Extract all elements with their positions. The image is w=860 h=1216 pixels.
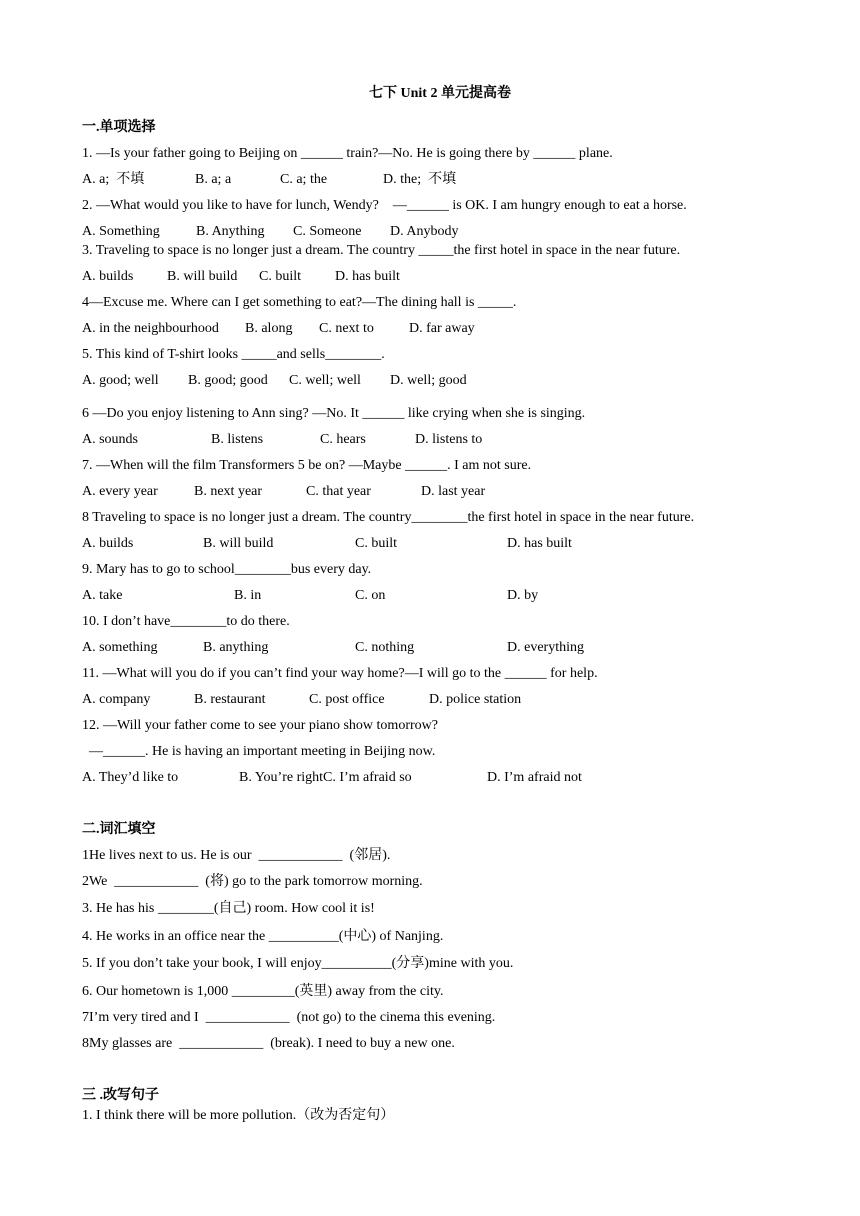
question-6-stem: 6 —Do you enjoy listening to Ann sing? —No. It ______ like crying when she is singing. [82,406,586,421]
question-3-option-d: D. has built [335,269,400,284]
question-6-option-d: D. listens to [415,432,483,447]
question-3-option-c: C. built [259,269,302,284]
question-5-option-a: A. good; well [82,373,159,388]
question-6-option-a: A. sounds [82,432,139,447]
vocab-item-4: 4. He works in an office near the __________(中心) of Nanjing. [82,929,444,944]
question-5-option-c: C. well; well [289,373,361,388]
section-2-heading: 二.词汇填空 [82,822,156,837]
vocab-item-7: 7I’m very tired and I ____________ (not go) to the cinema this evening. [82,1010,496,1025]
section-3-heading: 三 .改写句子 [82,1088,159,1103]
vocab-item-3: 3. He has his ________(自己) room. How cool it is! [82,901,375,916]
question-11-option-b: B. restaurant [194,692,266,707]
question-12-stem-reply: —______. He is having an important meeting in Beijing now. [82,744,436,759]
question-7-option-a: A. every year [82,484,158,499]
question-3-option-b: B. will build [167,269,238,284]
question-8-option-a: A. builds [82,536,134,551]
vocab-item-1: 1He lives next to us. He is our ____________ (邻居). [82,848,391,863]
question-5-option-b: B. good; good [188,373,268,388]
question-9-stem: 9. Mary has to go to school________bus every day. [82,562,372,577]
question-9-option-c: C. on [355,588,386,603]
question-6-option-b: B. listens [211,432,264,447]
question-12-option-a: A. They’d like to [82,770,179,785]
question-8-option-c: C. built [355,536,398,551]
question-10-option-d: D. everything [507,640,584,655]
question-3-stem: 3. Traveling to space is no longer just a dream. The country _____the first hotel in space in the near future. [82,243,681,258]
question-3-option-a: A. builds [82,269,134,284]
question-10-option-b: B. anything [203,640,269,655]
document-title: 七下 Unit 2 单元提高卷 [369,86,511,101]
question-8-stem: 8 Traveling to space is no longer just a dream. The country________the first hotel in space in the near future. [82,510,695,525]
vocab-item-8: 8My glasses are ____________ (break). I need to buy a new one. [82,1036,455,1051]
question-12-option-d: D. I’m afraid not [487,770,582,785]
question-4-option-d: D. far away [409,321,475,336]
question-8-option-d: D. has built [507,536,572,551]
question-11-option-c: C. post office [309,692,385,707]
question-11-option-a: A. company [82,692,151,707]
question-4-option-c: C. next to [319,321,374,336]
question-12-stem: 12. —Will your father come to see your piano show tomorrow? [82,718,438,733]
question-5-stem: 5. This kind of T-shirt looks _____and sells________. [82,347,385,362]
question-7-stem: 7. —When will the film Transformers 5 be on? —Maybe ______. I am not sure. [82,458,532,473]
rewrite-item-1: 1. I think there will be more pollution.（改为否定句） [82,1108,395,1123]
question-6-option-c: C. hears [320,432,366,447]
question-2-option-b: B. Anything [196,224,265,239]
question-1-option-c: C. a; the [280,172,328,187]
question-11-option-d: D. police station [429,692,522,707]
question-2-option-d: D. Anybody [390,224,459,239]
question-1-option-d: D. the; 不填 [383,172,457,187]
question-4-stem: 4—Excuse me. Where can I get something to eat?—The dining hall is _____. [82,295,517,310]
section-1-heading: 一.单项选择 [82,120,156,135]
question-7-option-c: C. that year [306,484,371,499]
question-10-option-a: A. something [82,640,158,655]
question-1-stem: 1. —Is your father going to Beijing on ______ train?—No. He is going there by ______ plane. [82,146,613,161]
question-9-option-b: B. in [234,588,262,603]
question-1-option-b: B. a; a [195,172,232,187]
question-9-option-d: D. by [507,588,539,603]
question-5-option-d: D. well; good [390,373,467,388]
question-7-option-b: B. next year [194,484,263,499]
question-2-option-c: C. Someone [293,224,362,239]
question-7-option-d: D. last year [421,484,486,499]
question-4-option-b: B. along [245,321,293,336]
question-1-option-a: A. a; 不填 [82,172,145,187]
question-2-option-a: A. Something [82,224,160,239]
question-9-option-a: A. take [82,588,123,603]
question-8-option-b: B. will build [203,536,274,551]
question-12-option-b-c: B. You’re rightC. I’m afraid so [239,770,412,785]
vocab-item-6: 6. Our hometown is 1,000 _________(英里) away from the city. [82,984,444,999]
question-11-stem: 11. —What will you do if you can’t find your way home?—I will go to the ______ for help. [82,666,598,681]
question-10-option-c: C. nothing [355,640,415,655]
question-2-stem: 2. —What would you like to have for lunch, Wendy? —______ is OK. I am hungry enough to eat a horse. [82,198,687,213]
vocab-item-2: 2We ____________ (将) go to the park tomorrow morning. [82,874,423,889]
question-10-stem: 10. I don’t have________to do there. [82,614,290,629]
vocab-item-5: 5. If you don’t take your book, I will enjoy__________(分享)mine with you. [82,956,514,971]
question-4-option-a: A. in the neighbourhood [82,321,219,336]
